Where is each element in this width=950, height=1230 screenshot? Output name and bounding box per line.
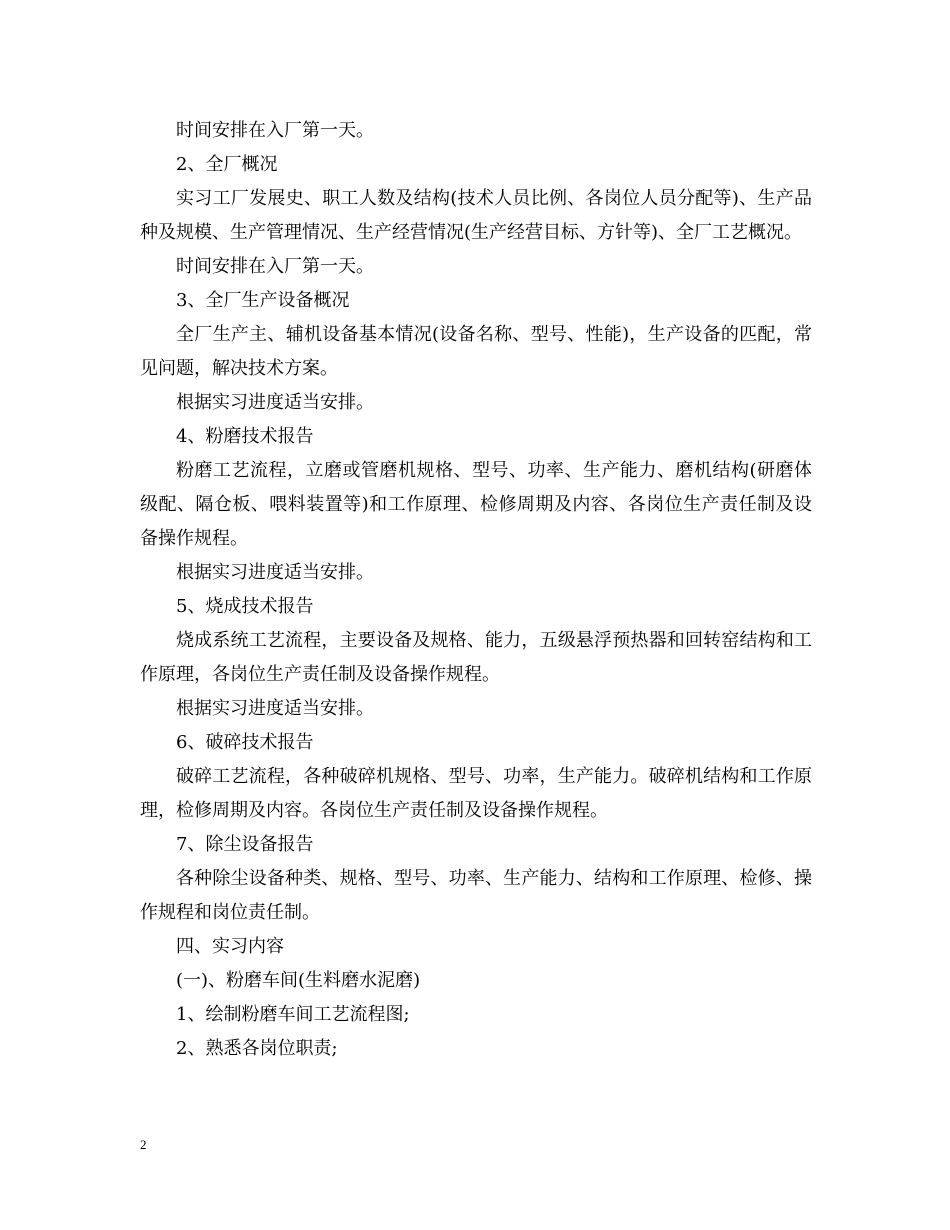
- paragraph-factory-overview: 实习工厂发展史、职工人数及结构(技术人员比例、各岗位人员分配等)、生产品种及规模、生产管理情况、生产经营情况(生产经营目标、方针等)、全厂工艺概况。: [140, 188, 812, 243]
- paragraph-time-arrangement-2: 时间安排在入厂第一天。: [176, 256, 374, 277]
- paragraph-crushing-report: 破碎工艺流程，各种破碎机规格、型号、功率，生产能力。破碎机结构和工作原理，检修周期及内容。各岗位生产责任制及设备操作规程。: [140, 766, 812, 821]
- list-item-duties: 2、熟悉各岗位职责;: [176, 1038, 338, 1059]
- paragraph-dust-removal-report: 各种除尘设备种类、规格、型号、功率、生产能力、结构和工作原理、检修、操作规程和岗位责任制。: [140, 868, 812, 923]
- paragraph-equipment-overview: 全厂生产主、辅机设备基本情况(设备名称、型号、性能)，生产设备的匹配，常见问题，解决技术方案。: [140, 324, 812, 379]
- heading-grinding-workshop: (一)、粉磨车间(生料磨水泥磨): [176, 970, 421, 991]
- paragraph-firing-report: 烧成系统工艺流程，主要设备及规格、能力，五级悬浮预热器和回转窑结构和工作原理，各岗位生产责任制及设备操作规程。: [140, 630, 812, 685]
- paragraph-schedule-note-3: 根据实习进度适当安排。: [176, 698, 374, 719]
- list-item-flowchart: 1、绘制粉磨车间工艺流程图;: [176, 1004, 410, 1025]
- heading-factory-overview: 2、全厂概况: [176, 154, 278, 175]
- heading-equipment-overview: 3、全厂生产设备概况: [176, 290, 350, 311]
- document-body: [140, 114, 812, 1066]
- heading-internship-content: 四、实习内容: [176, 936, 284, 957]
- paragraph-schedule-note-2: 根据实习进度适当安排。: [176, 562, 374, 583]
- heading-crushing-report: 6、破碎技术报告: [176, 732, 314, 753]
- paragraph-grinding-report: 粉磨工艺流程，立磨或管磨机规格、型号、功率、生产能力、磨机结构(研磨体级配、隔仓板、喂料装置等)和工作原理、检修周期及内容、各岗位生产责任制及设备操作规程。: [140, 460, 812, 549]
- heading-firing-report: 5、烧成技术报告: [176, 596, 314, 617]
- paragraph-schedule-note-1: 根据实习进度适当安排。: [176, 392, 374, 413]
- heading-grinding-report: 4、粉磨技术报告: [176, 426, 314, 447]
- paragraph-time-arrangement-1: 时间安排在入厂第一天。: [176, 120, 374, 141]
- heading-dust-removal-report: 7、除尘设备报告: [176, 834, 314, 855]
- page-number: 2: [140, 1137, 147, 1152]
